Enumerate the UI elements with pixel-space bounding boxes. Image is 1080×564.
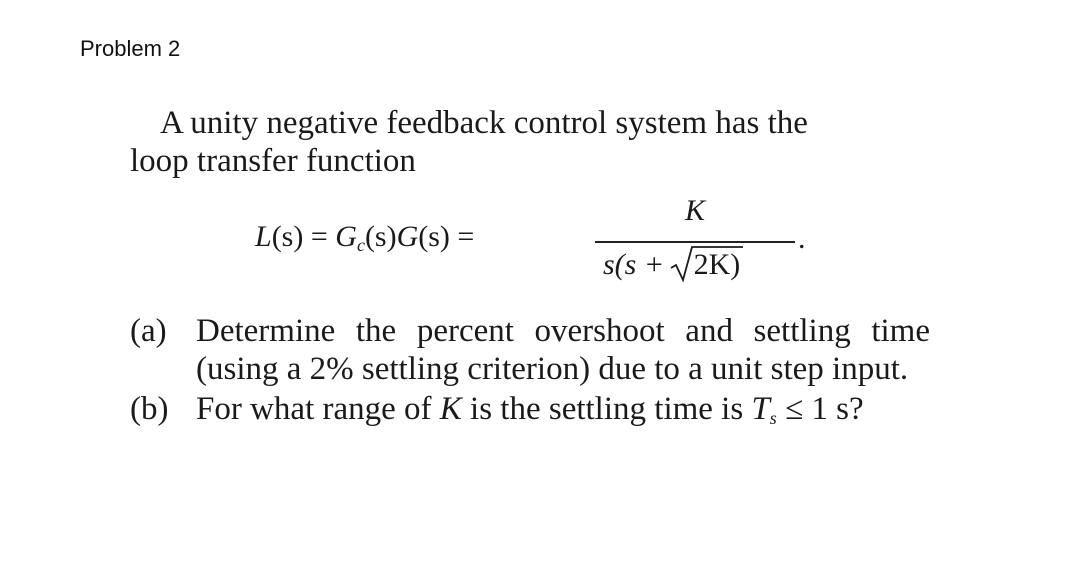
- equation-end-mark: .: [798, 222, 806, 255]
- den-prefix: s(s +: [603, 248, 672, 281]
- part-a-text: Determine the percent overshoot and settling time (using a 2% settling criterion) due to a unit step input.: [196, 313, 930, 387]
- eq-G: G: [335, 220, 357, 253]
- eq-paren-s-2: (s): [364, 220, 397, 253]
- part-b-text-c: ≤ 1 s?: [776, 391, 864, 427]
- part-b-var-K: K: [439, 391, 462, 427]
- sqrt-expression: [672, 248, 731, 282]
- fraction-numerator: K: [684, 194, 705, 227]
- intro-line-2: loop transfer function: [130, 143, 416, 179]
- problem-intro: [130, 104, 930, 180]
- problem-parts: [130, 312, 930, 437]
- part-b: [130, 390, 930, 437]
- part-b-label: (b): [130, 391, 169, 427]
- part-a: [130, 312, 930, 388]
- intro-line-1: A unity negative feedback control system has the: [160, 105, 808, 141]
- equation-lhs: [255, 220, 474, 256]
- eq-L: L: [255, 220, 272, 253]
- part-a-label: (a): [130, 313, 167, 349]
- fraction-denominator: [603, 248, 740, 282]
- eq-sub-c: c: [356, 235, 365, 255]
- eq-equals-1: =: [303, 220, 336, 253]
- den-suffix: ): [730, 248, 741, 281]
- eq-paren-s: (s): [271, 220, 304, 253]
- part-b-sub-s: s: [769, 408, 777, 428]
- eq-paren-s-3: (s): [418, 220, 450, 253]
- sqrt-radical-icon: [670, 244, 744, 284]
- sqrt-radicand: 2K: [693, 248, 731, 281]
- eq-equals-2: =: [449, 220, 475, 253]
- part-b-text-a: For what range of: [196, 391, 440, 427]
- part-b-var-T: T: [751, 391, 770, 427]
- part-b-text-b: is the settling time is: [461, 391, 752, 427]
- fraction-bar: [595, 241, 795, 243]
- eq-G-2: G: [396, 220, 419, 253]
- problem-heading: Problem 2: [80, 36, 181, 61]
